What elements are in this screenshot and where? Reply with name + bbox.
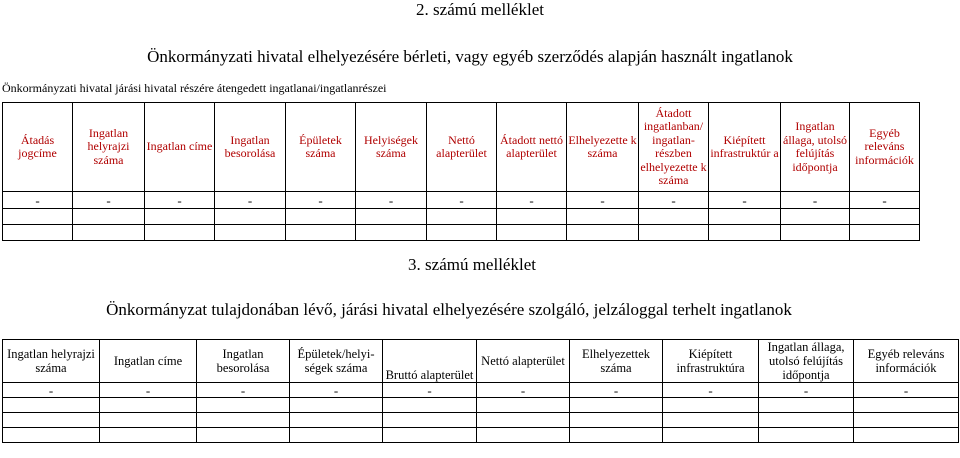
column-header: Épületek/helyi-ségek száma <box>290 340 383 383</box>
table-cell <box>73 209 145 225</box>
table-cell: - <box>781 192 850 209</box>
table-cell <box>477 413 570 428</box>
table-cell <box>290 413 383 428</box>
table-cell: - <box>477 383 570 398</box>
table-cell: - <box>427 192 497 209</box>
column-header: Elhelyezette k száma <box>567 103 639 192</box>
table-cell <box>781 225 850 241</box>
table-cell: - <box>639 192 709 209</box>
annex3-heading: 3. számú melléklet <box>408 255 536 274</box>
table-cell: - <box>759 383 854 398</box>
table-cell <box>850 225 920 241</box>
table-cell <box>427 209 497 225</box>
column-header: Átadott nettó alapterület <box>497 103 567 192</box>
column-header: Ingatlan állaga, utolsó felújítás időpontja <box>781 103 850 192</box>
table-cell <box>854 398 959 413</box>
table-cell <box>383 428 477 443</box>
table-cell <box>567 209 639 225</box>
table-cell <box>427 225 497 241</box>
column-header: Ingatlan besorolása <box>215 103 286 192</box>
column-header: Ingatlan helyrajzi száma <box>73 103 145 192</box>
table-cell <box>759 428 854 443</box>
table-cell <box>497 209 567 225</box>
table-cell: - <box>663 383 759 398</box>
table-cell <box>290 398 383 413</box>
column-header: Ingatlan címe <box>145 103 215 192</box>
table-cell <box>100 413 197 428</box>
table-cell <box>100 398 197 413</box>
table-cell: - <box>570 383 663 398</box>
table-cell <box>570 428 663 443</box>
table-cell <box>477 398 570 413</box>
column-header: Egyéb releváns információk <box>850 103 920 192</box>
table-cell <box>850 209 920 225</box>
table-cell: - <box>383 383 477 398</box>
table-cell <box>759 398 854 413</box>
table-cell: - <box>850 192 920 209</box>
table-cell: - <box>854 383 959 398</box>
annex2-table <box>2 102 920 241</box>
column-header: Kiépített infrastruktúr a <box>709 103 781 192</box>
table-cell <box>73 225 145 241</box>
table-cell <box>197 413 290 428</box>
annex3-table <box>2 339 959 443</box>
table-cell <box>197 428 290 443</box>
table-cell: - <box>709 192 781 209</box>
column-header: Egyéb releváns információk <box>854 340 959 383</box>
table-cell <box>663 413 759 428</box>
table-cell <box>145 209 215 225</box>
column-header: Átadás jogcíme <box>3 103 73 192</box>
table-row <box>3 192 920 209</box>
table-cell <box>215 225 286 241</box>
annex2-heading: 2. számú melléklet <box>416 0 544 19</box>
table-cell <box>3 413 100 428</box>
table-cell: - <box>290 383 383 398</box>
annex2-title: Önkormányzati hivatal elhelyezésére bérleti, vagy egyéb szerződés alapján használt ingatlanok <box>147 47 793 66</box>
column-header: Átadott ingatlanban/ ingatlan-részben elhelyezette k száma <box>639 103 709 192</box>
column-header: Bruttó alapterület <box>383 340 477 383</box>
column-header: Ingatlan helyrajzi száma <box>3 340 100 383</box>
column-header: Kiépített infrastruktúra <box>663 340 759 383</box>
table-cell: - <box>197 383 290 398</box>
table-cell <box>570 398 663 413</box>
table-cell: - <box>73 192 145 209</box>
table-cell <box>854 428 959 443</box>
table-cell <box>709 225 781 241</box>
column-header: Ingatlan címe <box>100 340 197 383</box>
table-row <box>3 398 959 413</box>
table-cell <box>197 398 290 413</box>
table-cell: - <box>356 192 427 209</box>
column-header: Elhelyezettek száma <box>570 340 663 383</box>
table-cell: - <box>145 192 215 209</box>
table-row <box>3 383 959 398</box>
table-row <box>3 209 920 225</box>
table-cell <box>759 413 854 428</box>
table-row <box>3 225 920 241</box>
table-cell <box>639 209 709 225</box>
table-cell <box>3 209 73 225</box>
table-row <box>3 413 959 428</box>
table-cell <box>477 428 570 443</box>
table-cell <box>639 225 709 241</box>
table-cell <box>145 225 215 241</box>
table-cell: - <box>3 192 73 209</box>
table-cell: - <box>286 192 356 209</box>
table-cell <box>663 428 759 443</box>
table-cell <box>497 225 567 241</box>
table-cell <box>663 398 759 413</box>
table-cell <box>215 209 286 225</box>
table-cell: - <box>497 192 567 209</box>
column-header: Ingatlan besorolása <box>197 340 290 383</box>
annex2-header-row <box>3 103 920 192</box>
table-cell <box>356 225 427 241</box>
column-header: Helyiségek száma <box>356 103 427 192</box>
annex3-header-row <box>3 340 959 383</box>
table-cell <box>709 209 781 225</box>
table-cell <box>3 225 73 241</box>
column-header: Ingatlan állaga, utolsó felújítás időpontja <box>759 340 854 383</box>
table-cell <box>286 225 356 241</box>
table-row <box>3 428 959 443</box>
table-cell <box>290 428 383 443</box>
table-cell <box>3 398 100 413</box>
annex2-subtitle: Önkormányzati hivatal járási hivatal részére átengedett ingatlanai/ingatlanrészei <box>2 81 387 95</box>
table-cell: - <box>100 383 197 398</box>
table-cell <box>854 413 959 428</box>
table-cell: - <box>215 192 286 209</box>
table-cell: - <box>3 383 100 398</box>
table-cell <box>100 428 197 443</box>
table-cell <box>781 209 850 225</box>
table-cell: - <box>567 192 639 209</box>
column-header: Nettó alapterület <box>477 340 570 383</box>
annex3-title: Önkormányzat tulajdonában lévő, járási hivatal elhelyezésére szolgáló, jelzáloggal terhelt ingatlanok <box>106 300 792 319</box>
table-cell <box>383 413 477 428</box>
table-cell <box>356 209 427 225</box>
column-header: Nettó alapterület <box>427 103 497 192</box>
table-cell <box>567 225 639 241</box>
table-cell <box>286 209 356 225</box>
table-cell <box>3 428 100 443</box>
column-header: Épületek száma <box>286 103 356 192</box>
table-cell <box>570 413 663 428</box>
table-cell <box>383 398 477 413</box>
